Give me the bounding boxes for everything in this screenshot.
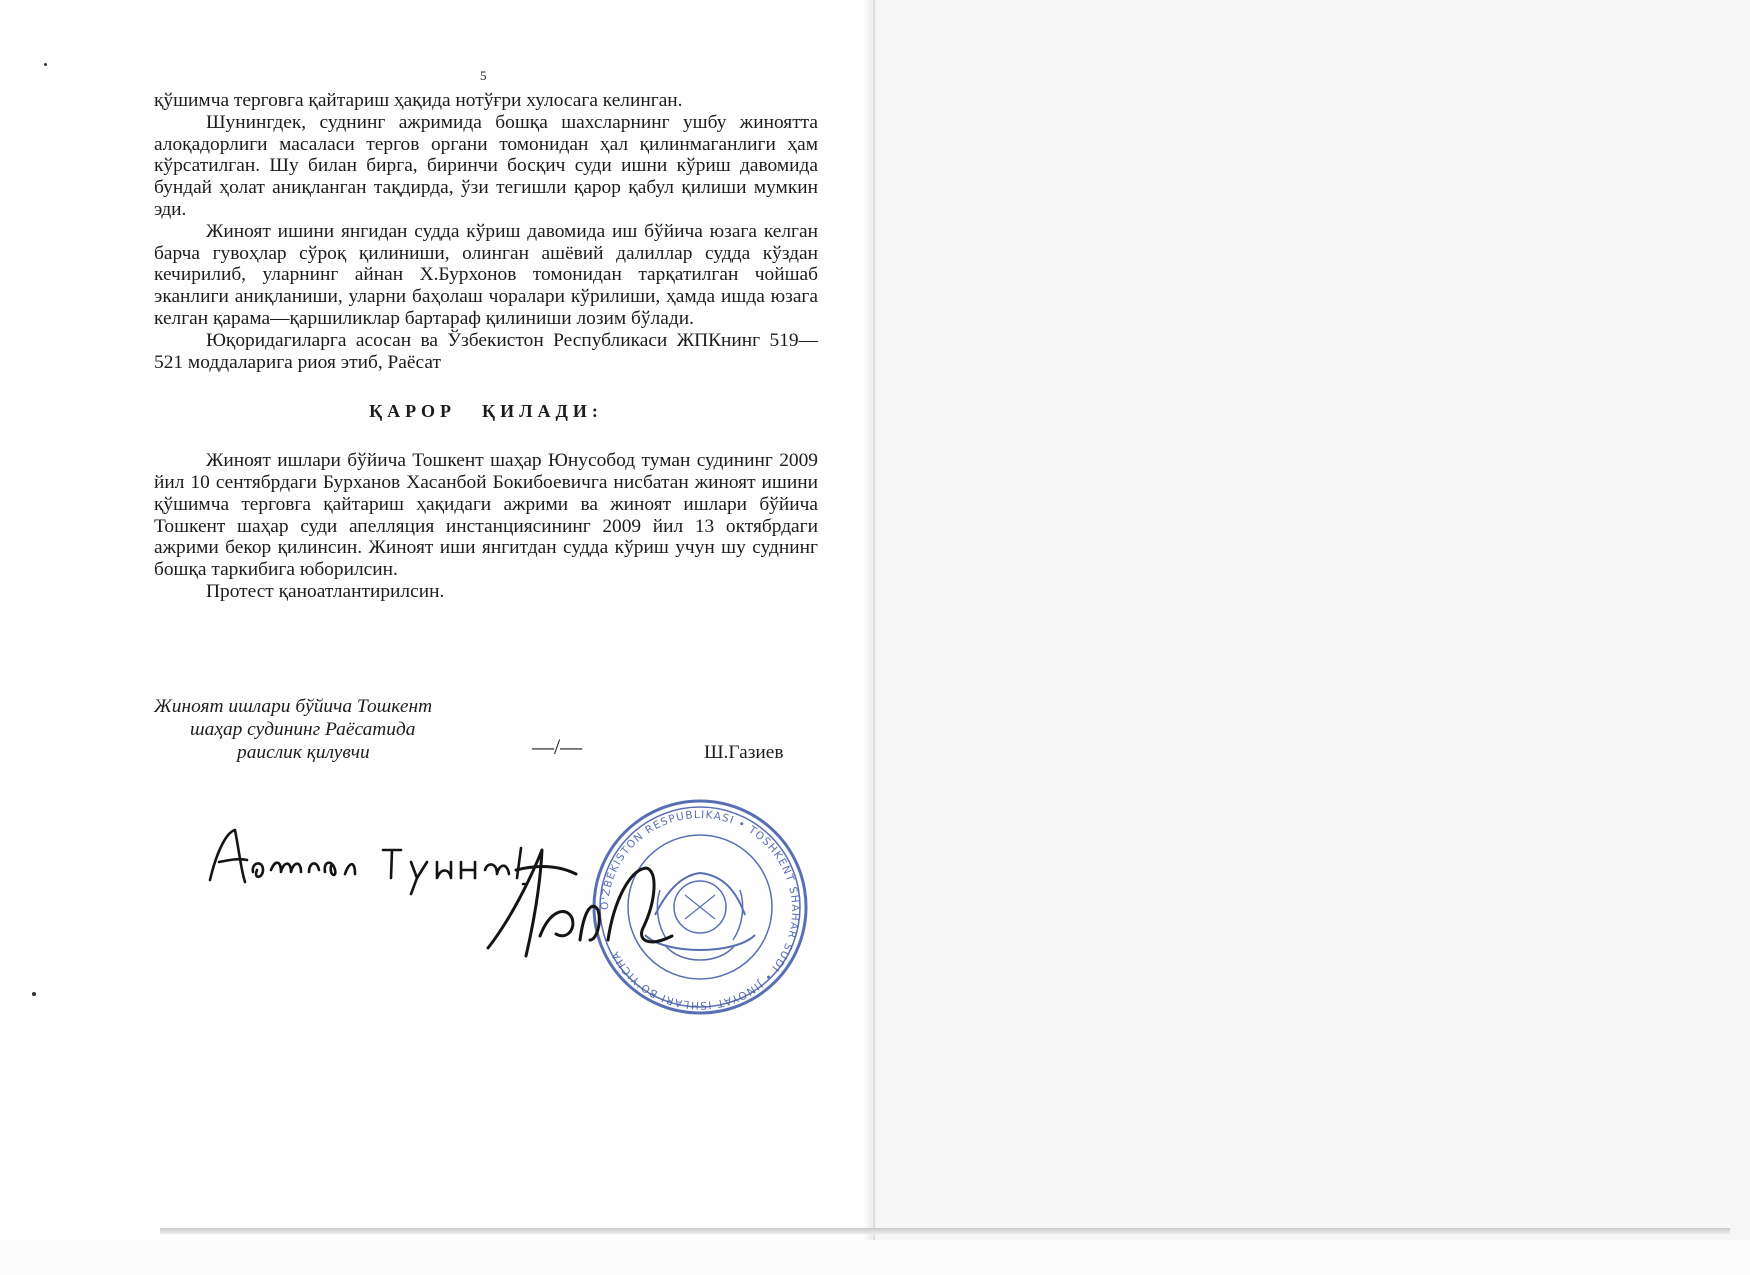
handwritten-signature bbox=[480, 840, 680, 970]
heading-word: ҚАРОР bbox=[369, 401, 457, 422]
scan-speck bbox=[44, 63, 47, 66]
paper-edge bbox=[160, 1228, 1730, 1234]
paragraph: Жиноят ишлари бўйича Тошкент шаҳар Юнусобод туман судининг 2009 йил 10 сентябрдаги Бурханов Хасанбой Бокибоевичга нисбатан жиноят ишини қўшимча терговга қайтариш ҳақидаги ажрими ва жиноят ишлари бўйича Тошкент шаҳар суди апелляция инстанциясининг 2009 йил 13 октябрдаги ажрими бекор қилинсин. Жиноят иши янгитдан судда кўриш учун шу суднинг бошқа таркибига юборилсин. bbox=[154, 450, 818, 581]
heading-word: ҚИЛАДИ: bbox=[482, 401, 603, 422]
signatory-name: Ш.Газиев bbox=[704, 742, 784, 763]
signatory-title-line: Жиноят ишлари бўйича Тошкент bbox=[154, 696, 433, 717]
signature-block bbox=[152, 695, 812, 765]
page-number: 5 bbox=[480, 68, 487, 83]
paragraph: Протест қаноатлантирилсин. bbox=[206, 580, 445, 602]
signatory-title-line: раислик қилувчи bbox=[237, 742, 370, 763]
decision-heading bbox=[154, 401, 818, 423]
right-page-bleed-through bbox=[873, 0, 1750, 1240]
paragraph: қўшимча терговга қайтариш ҳақида нотўғри хулосага келинган. bbox=[154, 90, 683, 111]
paragraph: Жиноят ишини янгидан судда кўриш давомида иш бўйича юзага келган барча гувоҳлар сўроқ қилиниши, олинган ашёвий далиллар судда кўздан кечирилиб, уларнинг айнан Х.Бурхонов томонидан тарқатилган чойшаб эканлиги аниқланиши, уларни баҳолаш чоралари кўрилиши, ҳамда ишда юзага келган қарама—қаршиликлар бартараф қилиниши лозим бўлади. bbox=[154, 220, 818, 329]
scan-speck bbox=[32, 992, 36, 996]
stamp-text: O'ZBEKISTON RESPUBLIKASI • TOSHKENT SHAHAR SUDI • JINOYAT ISHLARI BO'YICHA bbox=[598, 808, 802, 1012]
paragraph: Шунингдек, суднинг ажримида бошқа шахсларнинг ушбу жиноятта алоқадорлиги масаласи тергов органи томонидан ҳал қилинмаганлиги ҳам кўрсатилган. Шу билан бирга, биринчи босқич суди ишни кўриш давомида бундай ҳолат аниқланган тақдирда, ўзи тегишли қарор қабул қилиши мумкин эди. bbox=[154, 111, 818, 220]
document-body bbox=[154, 90, 818, 603]
paragraph: Юқоридагиларга асосан ва Ўзбекистон Республикаси ЖПКнинг 519—521 моддаларига риоя этиб, Раёсат bbox=[154, 329, 818, 373]
signature-mark: —/— bbox=[532, 734, 583, 759]
page-fold-shadow bbox=[862, 0, 876, 1240]
signatory-title-line: шаҳар судининг Раёсатида bbox=[190, 719, 416, 740]
